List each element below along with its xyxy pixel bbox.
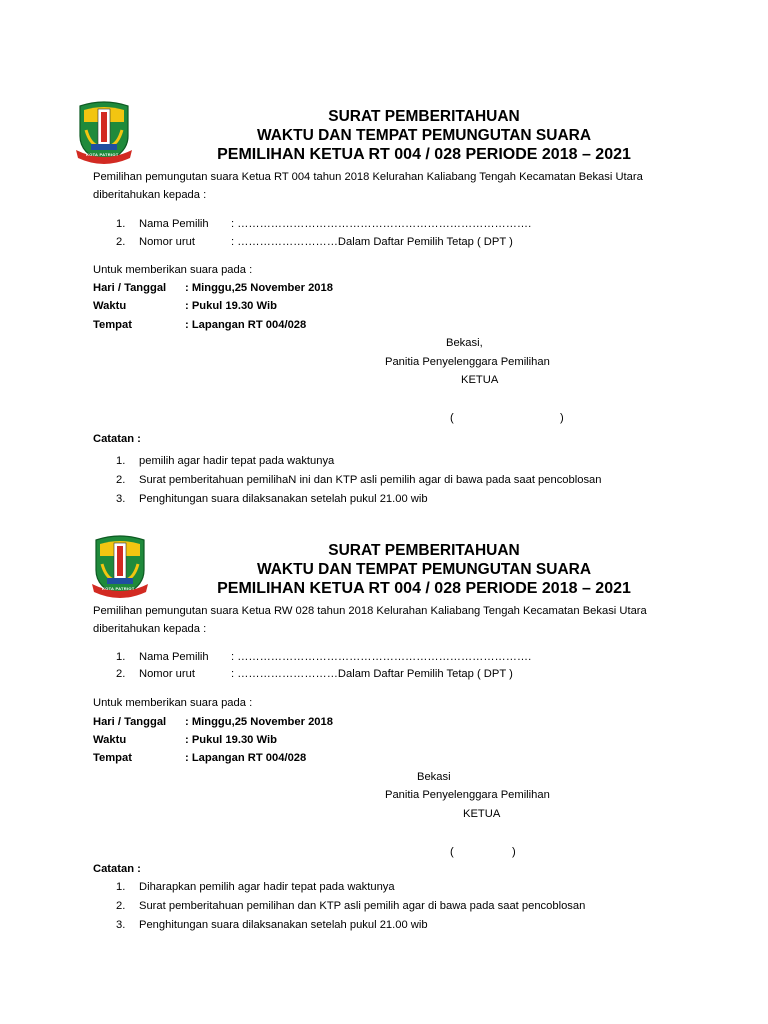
note-item: Penghitungan suara dilaksanakan setelah pukul 21.00 wib <box>139 493 428 505</box>
intro-line-1: Pemilihan pemungutan suara Ketua RT 004 tahun 2018 Kelurahan Kaliabang Tengah Kecamatan Bekasi Utara <box>93 171 643 183</box>
field-label-serial-number: Nomor urut <box>139 668 195 680</box>
vote-intro: Untuk memberikan suara pada : <box>93 264 253 276</box>
title-line-3: PEMILIHAN KETUA RT 004 / 028 PERIODE 2018 – 2021 <box>217 580 631 597</box>
schedule-label-place: Tempat <box>93 752 132 764</box>
schedule-label-time: Waktu <box>93 300 127 312</box>
intro-line-2: diberitahukan kepada : <box>93 623 207 635</box>
field-number: 2. <box>116 668 126 680</box>
title-line-1: SURAT PEMBERITAHUAN <box>328 542 520 559</box>
signature-close-paren: ) <box>560 412 564 424</box>
signature-role: KETUA <box>463 808 501 820</box>
signature-committee: Panitia Penyelenggara Pemilihan <box>385 789 550 801</box>
note-number: 3. <box>116 919 126 931</box>
field-number: 1. <box>116 218 126 230</box>
signature-close-paren: ) <box>512 846 516 858</box>
schedule-label-place: Tempat <box>93 319 132 331</box>
signature-committee: Panitia Penyelenggara Pemilihan <box>385 356 550 368</box>
schedule-label-date: Hari / Tanggal <box>93 716 167 728</box>
schedule-value-time: : Pukul 19.30 Wib <box>185 300 277 312</box>
notice-1 <box>0 100 768 534</box>
title-line-1: SURAT PEMBERITAHUAN <box>328 108 520 125</box>
signature-open-paren: ( <box>450 412 454 424</box>
field-label-serial-number: Nomor urut <box>139 236 195 248</box>
note-item: Surat pemberitahuan pemilihaN ini dan KTP asli pemilih agar di bawa pada saat pencoblosan <box>139 474 602 486</box>
note-item: pemilih agar hadir tepat pada waktunya <box>139 455 335 467</box>
intro-line-1: Pemilihan pemungutan suara Ketua RW 028 tahun 2018 Kelurahan Kaliabang Tengah Kecamatan Bekasi Utara <box>93 605 647 617</box>
note-number: 3. <box>116 493 126 505</box>
note-number: 1. <box>116 455 126 467</box>
signature-place: Bekasi, <box>446 337 483 349</box>
field-value-serial-number: : ………………………Dalam Daftar Pemilih Tetap ( DPT ) <box>231 236 513 248</box>
note-item: Surat pemberitahuan pemilihan dan KTP asli pemilih agar di bawa pada saat pencoblosan <box>139 900 586 912</box>
schedule-value-place: : Lapangan RT 004/028 <box>185 319 307 331</box>
field-value-serial-number: : ………………………Dalam Daftar Pemilih Tetap ( DPT ) <box>231 668 513 680</box>
field-number: 2. <box>116 236 126 248</box>
title-line-3: PEMILIHAN KETUA RT 004 / 028 PERIODE 2018 – 2021 <box>217 146 631 163</box>
field-number: 1. <box>116 651 126 663</box>
schedule-value-date: : Minggu,25 November 2018 <box>185 282 333 294</box>
vote-intro: Untuk memberikan suara pada : <box>93 697 253 709</box>
note-item: Diharapkan pemilih agar hadir tepat pada waktunya <box>139 881 395 893</box>
note-item: Penghitungan suara dilaksanakan setelah pukul 21.00 wib <box>139 919 428 931</box>
title-line-2: WAKTU DAN TEMPAT PEMUNGUTAN SUARA <box>256 561 592 578</box>
note-number: 2. <box>116 474 126 486</box>
notes-title: Catatan : <box>93 433 141 445</box>
field-label-voter-name: Nama Pemilih <box>139 218 209 230</box>
note-number: 2. <box>116 900 126 912</box>
schedule-value-place: : Lapangan RT 004/028 <box>185 752 307 764</box>
schedule-value-time: : Pukul 19.30 Wib <box>185 734 277 746</box>
schedule-label-date: Hari / Tanggal <box>93 282 167 294</box>
field-value-voter-name: : ……………………………………………………………………. <box>231 651 532 663</box>
schedule-label-time: Waktu <box>93 734 127 746</box>
logo-caption: KOTA PATRIOT <box>102 586 135 591</box>
schedule-value-date: : Minggu,25 November 2018 <box>185 716 333 728</box>
field-value-voter-name: : ……………………………………………………………………. <box>231 218 532 230</box>
note-number: 1. <box>116 881 126 893</box>
signature-open-paren: ( <box>450 846 454 858</box>
logo-caption: KOTA PATRIOT <box>86 152 119 157</box>
notes-title: Catatan : <box>93 863 141 875</box>
signature-place: Bekasi <box>417 771 451 783</box>
signature-role: KETUA <box>461 374 499 386</box>
title-line-2: WAKTU DAN TEMPAT PEMUNGUTAN SUARA <box>256 127 592 144</box>
field-label-voter-name: Nama Pemilih <box>139 651 209 663</box>
notice-2 <box>0 534 768 968</box>
intro-line-2: diberitahukan kepada : <box>93 189 207 201</box>
